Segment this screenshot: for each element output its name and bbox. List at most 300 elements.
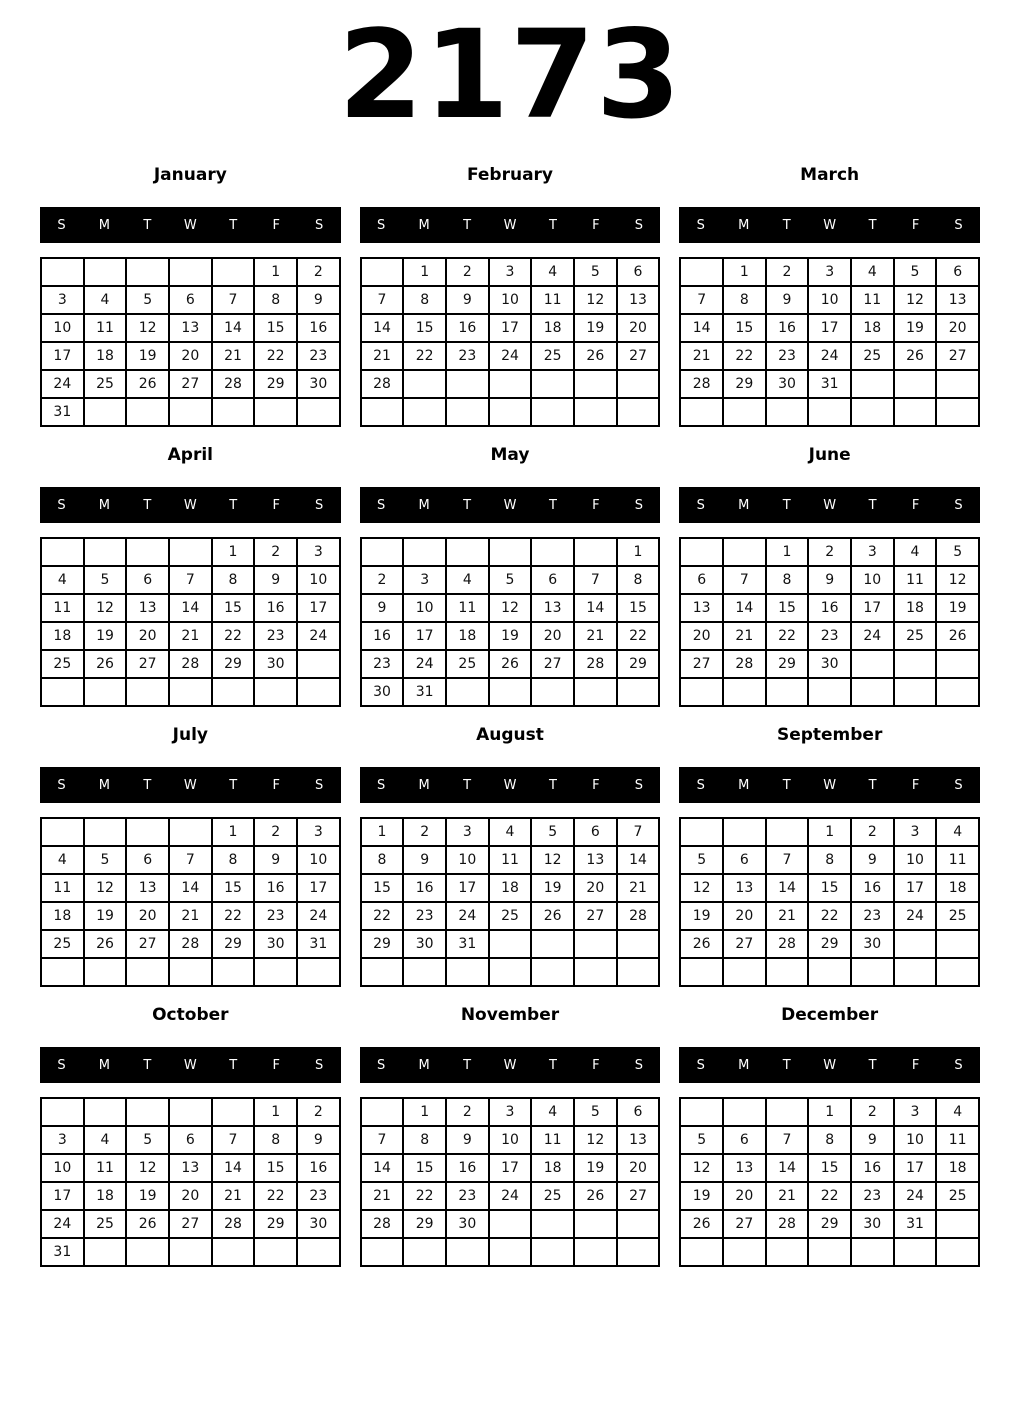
day-cell: 8 (617, 566, 660, 594)
day-cell: 23 (851, 1182, 894, 1210)
day-cell-empty (446, 678, 489, 706)
day-cell: 17 (403, 622, 446, 650)
weekday-header: S (696, 777, 705, 793)
day-cell: 1 (808, 818, 851, 846)
day-cell-empty (894, 650, 937, 678)
day-cell-empty (617, 958, 660, 986)
day-cell: 8 (808, 846, 851, 874)
day-cell: 16 (851, 1154, 894, 1182)
day-cell: 29 (403, 1210, 446, 1238)
day-cell: 19 (936, 594, 979, 622)
month-june (679, 444, 980, 707)
day-cell-empty (531, 678, 574, 706)
day-cell-empty (403, 538, 446, 566)
day-cell: 7 (766, 1126, 809, 1154)
day-cell: 10 (894, 846, 937, 874)
day-cell-empty (84, 538, 127, 566)
day-cell: 19 (680, 902, 723, 930)
day-cell: 30 (403, 930, 446, 958)
day-cell-empty (169, 1098, 212, 1126)
day-cell-empty (84, 398, 127, 426)
weekday-header: S (634, 217, 643, 233)
month-title: March (800, 165, 860, 185)
day-cell-empty (851, 398, 894, 426)
day-cell: 25 (84, 370, 127, 398)
day-cell-empty (489, 958, 532, 986)
day-cell: 22 (212, 902, 255, 930)
day-cell-empty (126, 1238, 169, 1266)
months-grid (0, 164, 1020, 1267)
weekday-header: S (57, 497, 66, 513)
weekday-header-row (679, 1047, 980, 1083)
day-cell-empty (680, 398, 723, 426)
day-cell: 2 (297, 258, 340, 286)
day-cell-empty (84, 958, 127, 986)
day-cell-empty (894, 958, 937, 986)
day-cell: 18 (84, 342, 127, 370)
day-cell: 21 (723, 622, 766, 650)
day-cell: 9 (808, 566, 851, 594)
day-cell: 17 (297, 594, 340, 622)
day-cell-empty (851, 370, 894, 398)
day-cell: 27 (574, 902, 617, 930)
day-cell: 11 (446, 594, 489, 622)
month-title: January (153, 165, 227, 185)
day-cell: 18 (851, 314, 894, 342)
day-cell-empty (531, 370, 574, 398)
weekday-header-row (360, 487, 661, 523)
day-cell: 15 (361, 874, 404, 902)
day-cell-empty (851, 958, 894, 986)
day-cell: 12 (680, 874, 723, 902)
weekday-header: W (823, 217, 837, 233)
day-cell: 18 (531, 1154, 574, 1182)
weekday-header: S (57, 777, 66, 793)
day-cell: 13 (617, 1126, 660, 1154)
weekday-header-row (360, 1047, 661, 1083)
day-cell: 10 (489, 286, 532, 314)
day-cell-empty (169, 678, 212, 706)
weekday-header: F (272, 217, 280, 233)
day-cell: 22 (403, 342, 446, 370)
day-cell: 9 (766, 286, 809, 314)
day-cell: 17 (41, 1182, 84, 1210)
day-cell: 18 (531, 314, 574, 342)
weekday-header: W (183, 217, 197, 233)
day-cell-empty (489, 930, 532, 958)
day-cell: 24 (808, 342, 851, 370)
day-cell: 7 (169, 566, 212, 594)
day-cell: 7 (617, 818, 660, 846)
day-cell: 15 (617, 594, 660, 622)
day-cell: 23 (446, 342, 489, 370)
day-cell-empty (574, 398, 617, 426)
day-cell: 18 (489, 874, 532, 902)
day-cell: 12 (574, 1126, 617, 1154)
day-cell: 8 (403, 1126, 446, 1154)
day-cell: 22 (403, 1182, 446, 1210)
day-cell: 16 (766, 314, 809, 342)
day-cell-empty (254, 678, 297, 706)
day-cell: 4 (894, 538, 937, 566)
day-cell-empty (723, 958, 766, 986)
day-cell-empty (766, 818, 809, 846)
day-cell: 22 (361, 902, 404, 930)
day-cell: 25 (894, 622, 937, 650)
day-cell: 10 (851, 566, 894, 594)
day-cell-empty (212, 958, 255, 986)
day-cell: 20 (723, 902, 766, 930)
day-cell-empty (126, 538, 169, 566)
day-cell: 30 (851, 1210, 894, 1238)
day-cell: 4 (851, 258, 894, 286)
day-cell-empty (936, 1238, 979, 1266)
weekday-header-row (40, 1047, 341, 1083)
day-cell: 14 (766, 874, 809, 902)
weekday-header: M (418, 497, 430, 513)
day-cell: 9 (446, 1126, 489, 1154)
day-cell: 26 (680, 1210, 723, 1238)
day-cell-empty (680, 538, 723, 566)
day-cell-empty (766, 1098, 809, 1126)
weekday-header: S (954, 217, 963, 233)
weekday-header: W (503, 777, 517, 793)
day-cell-empty (297, 1238, 340, 1266)
weekday-header: T (143, 497, 152, 513)
day-cell: 23 (297, 1182, 340, 1210)
day-cell: 21 (169, 902, 212, 930)
month-november (360, 1004, 661, 1267)
day-cell: 11 (41, 874, 84, 902)
day-cell: 4 (84, 286, 127, 314)
day-cell: 5 (531, 818, 574, 846)
day-cell-empty (936, 1210, 979, 1238)
day-cell: 31 (403, 678, 446, 706)
day-cell-empty (766, 398, 809, 426)
weekday-header: F (911, 497, 920, 513)
day-cell: 16 (851, 874, 894, 902)
day-cell: 30 (851, 930, 894, 958)
day-cell-empty (617, 1210, 660, 1238)
day-cell-empty (936, 398, 979, 426)
day-cell-empty (936, 678, 979, 706)
weekday-header: M (418, 1057, 430, 1073)
day-cell: 24 (403, 650, 446, 678)
day-cell: 29 (254, 370, 297, 398)
weekday-header: S (696, 217, 705, 233)
day-cell: 28 (169, 650, 212, 678)
day-cell-empty (617, 398, 660, 426)
day-cell: 11 (851, 286, 894, 314)
weekday-header: M (98, 217, 111, 233)
day-cell: 9 (403, 846, 446, 874)
day-cell-empty (936, 370, 979, 398)
day-cell: 20 (531, 622, 574, 650)
day-cell-empty (723, 818, 766, 846)
day-cell: 24 (41, 1210, 84, 1238)
day-cell: 21 (212, 1182, 255, 1210)
day-cell: 27 (723, 930, 766, 958)
day-cell: 2 (851, 818, 894, 846)
day-cell: 26 (84, 650, 127, 678)
day-cell: 7 (361, 286, 404, 314)
day-cell: 8 (212, 566, 255, 594)
year-title: 2173 (338, 4, 682, 146)
day-cell: 7 (723, 566, 766, 594)
day-cell: 19 (126, 342, 169, 370)
weekday-header: T (463, 1057, 472, 1073)
day-cell-empty (297, 398, 340, 426)
day-cell: 24 (41, 370, 84, 398)
day-cell: 28 (212, 1210, 255, 1238)
day-cell: 7 (212, 286, 255, 314)
weekday-header: T (229, 217, 238, 233)
day-cell: 30 (297, 1210, 340, 1238)
weekday-header: S (315, 217, 324, 233)
day-cell: 10 (41, 1154, 84, 1182)
day-cell: 4 (936, 818, 979, 846)
day-cell: 11 (489, 846, 532, 874)
day-cell: 4 (41, 846, 84, 874)
weekday-header: S (315, 497, 324, 513)
day-cell-empty (680, 1238, 723, 1266)
day-cell: 3 (297, 538, 340, 566)
day-cell-empty (489, 678, 532, 706)
weekday-header: T (463, 777, 472, 793)
day-cell: 13 (617, 286, 660, 314)
month-grid (360, 537, 661, 707)
day-cell-empty (808, 398, 851, 426)
weekday-header: F (592, 1057, 600, 1073)
day-cell-empty (894, 370, 937, 398)
day-cell: 7 (361, 1126, 404, 1154)
day-cell: 16 (297, 314, 340, 342)
day-cell: 12 (531, 846, 574, 874)
day-cell: 6 (723, 846, 766, 874)
weekday-header: W (823, 777, 837, 793)
day-cell: 27 (531, 650, 574, 678)
day-cell-empty (766, 678, 809, 706)
day-cell-empty (212, 1098, 255, 1126)
day-cell: 10 (297, 566, 340, 594)
day-cell: 24 (297, 622, 340, 650)
month-grid (679, 1097, 980, 1267)
day-cell: 5 (936, 538, 979, 566)
day-cell-empty (531, 958, 574, 986)
day-cell: 31 (41, 1238, 84, 1266)
day-cell-empty (766, 1238, 809, 1266)
weekday-header: S (315, 1057, 324, 1073)
day-cell: 26 (574, 342, 617, 370)
day-cell: 19 (531, 874, 574, 902)
day-cell: 11 (894, 566, 937, 594)
weekday-header: S (634, 777, 643, 793)
weekday-header: T (548, 777, 557, 793)
day-cell: 4 (41, 566, 84, 594)
day-cell: 9 (446, 286, 489, 314)
day-cell-empty (84, 1098, 127, 1126)
day-cell-empty (361, 258, 404, 286)
day-cell-empty (808, 958, 851, 986)
day-cell: 6 (723, 1126, 766, 1154)
day-cell: 13 (169, 314, 212, 342)
day-cell: 16 (254, 874, 297, 902)
day-cell: 16 (254, 594, 297, 622)
weekday-header: T (548, 1057, 557, 1073)
day-cell: 31 (808, 370, 851, 398)
day-cell-empty (723, 1238, 766, 1266)
day-cell: 8 (766, 566, 809, 594)
weekday-header: W (183, 497, 197, 513)
day-cell: 19 (489, 622, 532, 650)
day-cell-empty (808, 1238, 851, 1266)
day-cell: 19 (126, 1182, 169, 1210)
day-cell: 25 (851, 342, 894, 370)
weekday-header: F (911, 217, 920, 233)
day-cell-empty (894, 678, 937, 706)
month-grid (40, 1097, 341, 1267)
weekday-header-row (360, 767, 661, 803)
day-cell: 14 (723, 594, 766, 622)
day-cell: 11 (41, 594, 84, 622)
day-cell: 25 (936, 1182, 979, 1210)
day-cell-empty (254, 1238, 297, 1266)
day-cell-empty (680, 818, 723, 846)
weekday-header: T (868, 497, 877, 513)
day-cell: 13 (531, 594, 574, 622)
day-cell: 30 (361, 678, 404, 706)
day-cell-empty (894, 1238, 937, 1266)
month-february (360, 164, 661, 427)
day-cell-empty (680, 258, 723, 286)
weekday-header-row (679, 767, 980, 803)
day-cell: 7 (169, 846, 212, 874)
day-cell-empty (574, 930, 617, 958)
day-cell-empty (574, 678, 617, 706)
day-cell: 17 (446, 874, 489, 902)
weekday-header: W (503, 497, 517, 513)
day-cell-empty (489, 538, 532, 566)
day-cell: 30 (297, 370, 340, 398)
day-cell: 6 (936, 258, 979, 286)
day-cell: 16 (808, 594, 851, 622)
day-cell: 3 (894, 818, 937, 846)
day-cell: 24 (489, 342, 532, 370)
day-cell: 23 (361, 650, 404, 678)
day-cell: 18 (41, 902, 84, 930)
day-cell: 20 (126, 622, 169, 650)
day-cell: 5 (126, 286, 169, 314)
month-grid (360, 257, 661, 427)
day-cell: 22 (212, 622, 255, 650)
day-cell: 31 (41, 398, 84, 426)
day-cell-empty (680, 1098, 723, 1126)
weekday-header-row (679, 487, 980, 523)
day-cell-empty (403, 370, 446, 398)
month-july (40, 724, 341, 987)
day-cell: 20 (680, 622, 723, 650)
day-cell: 28 (766, 930, 809, 958)
day-cell: 3 (297, 818, 340, 846)
month-grid (679, 817, 980, 987)
day-cell: 20 (617, 1154, 660, 1182)
day-cell: 2 (851, 1098, 894, 1126)
day-cell-empty (617, 678, 660, 706)
weekday-header: W (503, 1057, 517, 1073)
day-cell: 28 (361, 370, 404, 398)
weekday-header: T (463, 497, 472, 513)
weekday-header: T (143, 777, 152, 793)
day-cell: 5 (574, 1098, 617, 1126)
day-cell: 26 (489, 650, 532, 678)
day-cell: 29 (212, 930, 255, 958)
day-cell: 14 (169, 594, 212, 622)
day-cell: 2 (766, 258, 809, 286)
weekday-header: W (823, 497, 837, 513)
day-cell: 28 (680, 370, 723, 398)
day-cell: 14 (617, 846, 660, 874)
day-cell: 2 (446, 258, 489, 286)
day-cell: 13 (574, 846, 617, 874)
day-cell: 16 (446, 314, 489, 342)
day-cell: 6 (617, 1098, 660, 1126)
day-cell: 24 (489, 1182, 532, 1210)
day-cell: 8 (361, 846, 404, 874)
day-cell: 14 (680, 314, 723, 342)
day-cell: 22 (766, 622, 809, 650)
day-cell: 19 (84, 902, 127, 930)
day-cell: 5 (126, 1126, 169, 1154)
day-cell: 3 (489, 258, 532, 286)
day-cell-empty (169, 398, 212, 426)
day-cell: 30 (766, 370, 809, 398)
weekday-header: T (782, 777, 791, 793)
day-cell: 11 (936, 1126, 979, 1154)
day-cell: 25 (936, 902, 979, 930)
weekday-header: T (868, 777, 877, 793)
day-cell: 23 (446, 1182, 489, 1210)
day-cell: 24 (851, 622, 894, 650)
day-cell: 19 (84, 622, 127, 650)
day-cell: 1 (212, 818, 255, 846)
day-cell: 15 (254, 314, 297, 342)
day-cell: 1 (766, 538, 809, 566)
day-cell: 29 (617, 650, 660, 678)
day-cell: 8 (254, 1126, 297, 1154)
day-cell: 30 (808, 650, 851, 678)
weekday-header: M (98, 1057, 111, 1073)
day-cell: 15 (403, 1154, 446, 1182)
day-cell-empty (403, 398, 446, 426)
day-cell: 10 (894, 1126, 937, 1154)
day-cell: 10 (297, 846, 340, 874)
day-cell-empty (680, 678, 723, 706)
day-cell: 1 (617, 538, 660, 566)
day-cell-empty (297, 678, 340, 706)
day-cell: 1 (254, 1098, 297, 1126)
day-cell-empty (446, 538, 489, 566)
day-cell-empty (531, 538, 574, 566)
day-cell-empty (169, 958, 212, 986)
day-cell: 12 (84, 594, 127, 622)
weekday-header-row (679, 207, 980, 243)
day-cell-empty (894, 930, 937, 958)
day-cell: 12 (126, 1154, 169, 1182)
month-title: August (476, 725, 544, 745)
day-cell: 17 (851, 594, 894, 622)
day-cell-empty (574, 370, 617, 398)
day-cell: 27 (723, 1210, 766, 1238)
